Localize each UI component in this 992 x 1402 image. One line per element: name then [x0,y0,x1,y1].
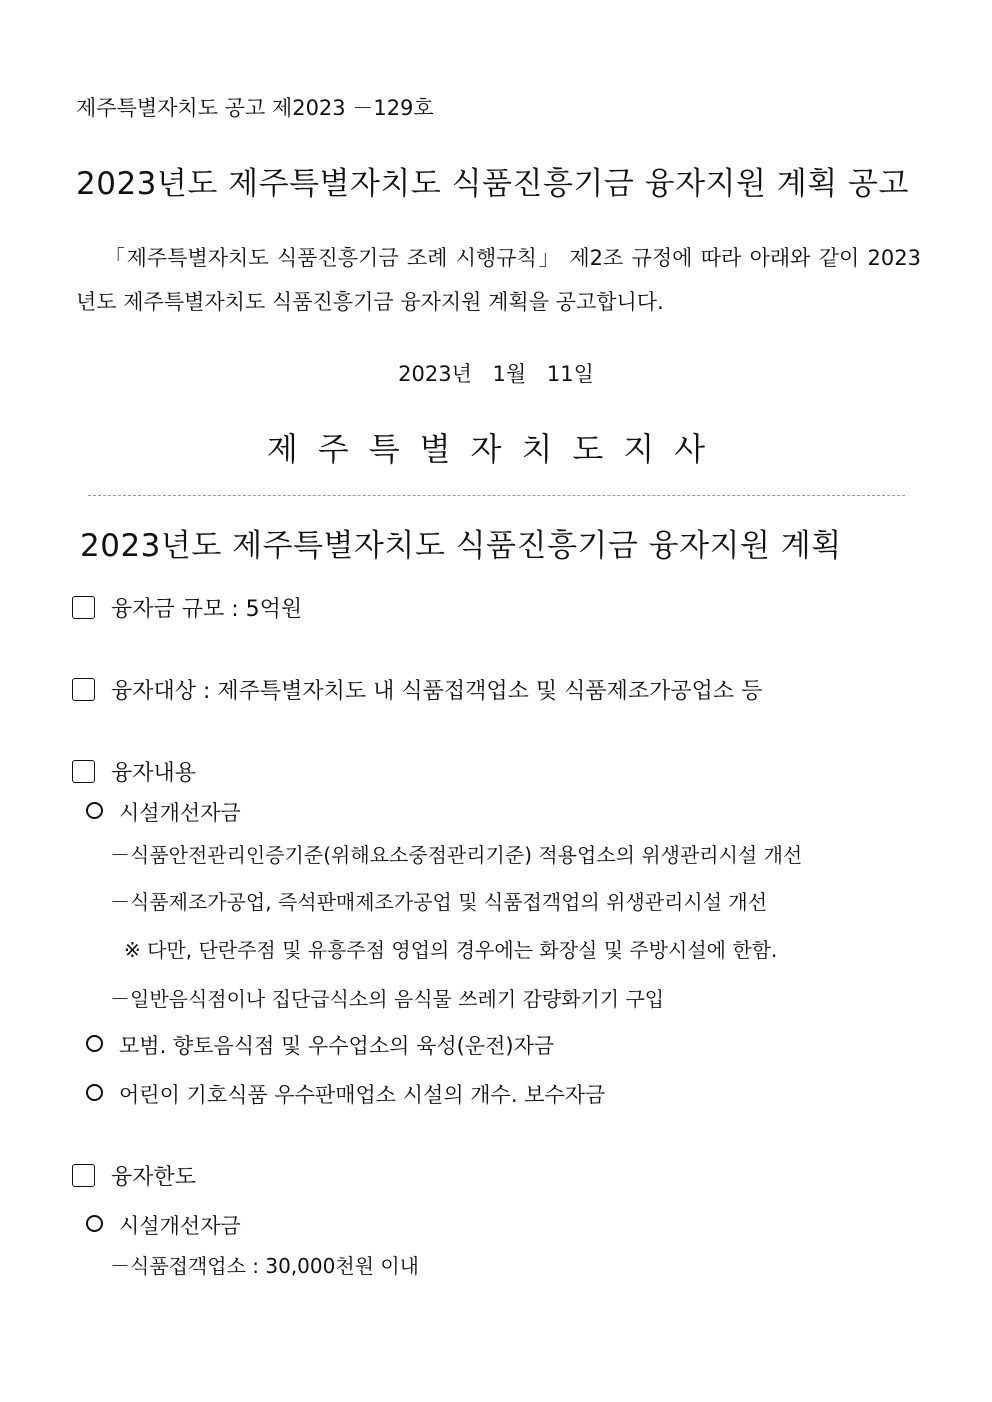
intro-paragraph: 「제주특별자치도 식품진흥기금 조례 시행규칙」 제2조 규정에 따라 아래와 같이 2023년도 제주특별자치도 식품진흥기금 융자지원 계획을 공고합니다. [76,246,921,314]
checkbox-square-icon [72,678,95,701]
circle-bullet-icon [86,1035,103,1052]
loan-limit-heading: 융자한도 [111,1165,197,1190]
content-facility-heading [86,797,241,827]
facility-label: 시설개선자금 [119,801,241,825]
section-loan-limit [72,1160,196,1191]
checkbox-square-icon [72,1164,95,1187]
list-item: －식품접객업소 : 30,000천원 이내 [110,1254,419,1278]
note-item: ※ 다만, 단란주점 및 유흥주점 영업의 경우에는 화장실 및 주방시설에 한함. [124,938,778,962]
issuer-name: 제주특별자치도지사 [266,430,726,468]
loan-content-heading: 융자내용 [111,761,197,786]
section-loan-target [72,674,762,705]
model-text: 모범. 향토음식점 및 우수업소의 육성(운전)자금 [119,1034,555,1058]
loan-target-text: 융자대상 : 제주특별자치도 내 식품접객업소 및 식품제조가공업소 등 [111,679,763,704]
circle-bullet-icon [86,1215,103,1232]
section-loan-scale [72,592,302,623]
circle-bullet-icon [86,1084,103,1101]
notice-number: 제주특별자치도 공고 제2023 －129호 [76,96,434,120]
list-item: －식품안전관리인증기준(위해요소중점관리기준) 적용업소의 위생관리시설 개선 [110,843,803,867]
limit-facility-label: 시설개선자금 [119,1214,241,1238]
children-text: 어린이 기호식품 우수판매업소 시설의 개수. 보수자금 [119,1083,606,1107]
plan-title: 2023년도 제주특별자치도 식품진흥기금 융자지원 계획 [80,528,842,564]
notice-title: 2023년도 제주특별자치도 식품진흥기금 융자지원 계획 공고 [76,166,909,202]
loan-scale-text: 융자금 규모 : 5억원 [111,597,303,622]
list-item: －식품제조가공업, 즉석판매제조가공업 및 식품접객업의 위생관리시설 개선 [110,890,768,914]
circle-bullet-icon [86,802,103,819]
checkbox-square-icon [72,760,95,783]
divider-line [88,495,905,496]
limit-facility-heading [86,1210,241,1240]
list-item: －일반음식점이나 집단급식소의 음식물 쓰레기 감량화기기 구입 [110,987,665,1011]
notice-date: 2023년 1월 11일 [398,362,594,386]
content-children-item [86,1079,605,1109]
content-model-item [86,1030,554,1060]
section-loan-content [72,756,196,787]
checkbox-square-icon [72,596,95,619]
